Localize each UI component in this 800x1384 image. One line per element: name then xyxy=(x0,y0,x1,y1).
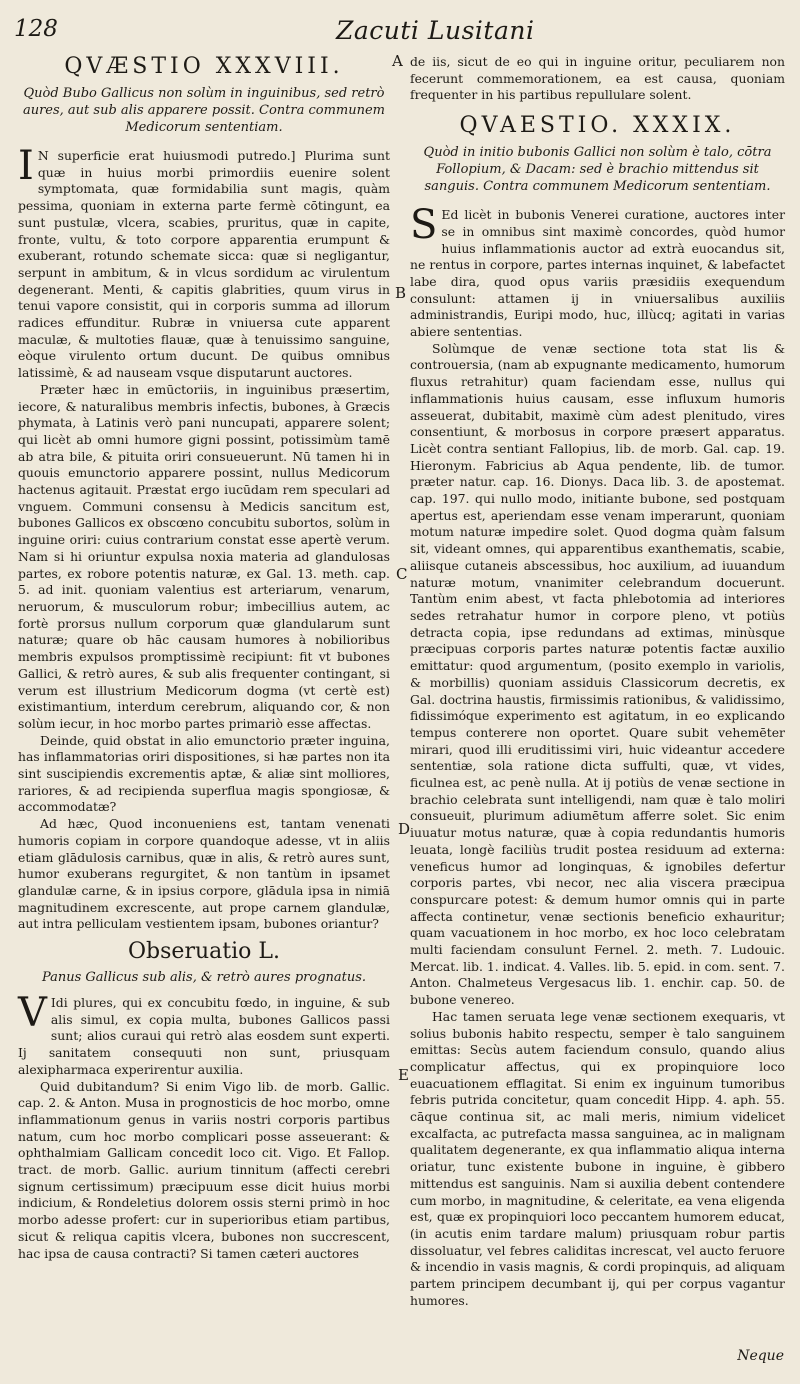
question-38-subtitle: Quòd Bubo Gallicus non solùm in inguinibus, sed retrò aures, aut sub alis apparere possit. Contra communem Medicorum sententiam. xyxy=(22,86,386,135)
catchword: Neque xyxy=(737,1348,784,1364)
question-39-heading: QVAESTIO. XXXIX. xyxy=(459,113,736,139)
right-column xyxy=(410,54,785,1310)
paragraph: Deinde, quid obstat in alio emunctorio præter inguina, has inflammatorias oriri dispositiones, si hæ partes non ita sint suscipiendis excrementis aptæ, & aliæ sint molliores, rariores, & ad recipienda superflua magis spongiosæ, & accommodatæ? xyxy=(18,732,390,815)
page-number: 128 xyxy=(14,16,58,42)
margin-marker-a: A xyxy=(392,52,403,70)
margin-marker-e: E xyxy=(398,1066,409,1084)
paragraph: Solùmque de venæ sectione tota stat lis & controuersia, (nam ab expugnante medicamento, humorum fluxus retrahitur) quam faciendam esse, nullus qui inflammationis huius causam, esse influxum humoris asseuerat, dubitabit, maximè cùm adest plenitudo, vires consentiunt, & morbosus in corpore præsert apparatus. Licèt contra sentiant Fallopius, lib. de morb. Gal. cap. 19. Hieronym. Fabricius ab Aqua pendente, lib. de tumor. præter natur. cap. 16. Dionys. Daca lib. 3. de apostemat. cap. 197. qui nullo modo, initiante bubone, sed postquam apertus est, aperiendam esse venam imperarunt, quoniam motum naturæ impedire solet. Quod dogma quàm falsum sit, videant omnes, qui apparentibus exanthematis, scabie, aliisque cutaneis abscessibus, hoc auxilium, ad iuuandum naturæ motum, vnanimiter celebrandum docuerunt. Tantùm enim abest, vt facta phlebotomia ad interiores sedes retrahatur humor in corpore pleno, vt potiùs detracta copia, ipse redundans ad extimas, minùsque præcipuas corporis partes naturæ potentis factæ auxilio emittatur: quod argumentum, (posito exemplo in variolis, & morbillis) quoniam assiduis Classicorum decretis, ex Gal. doctrina haustis, firmissimis rationibus, & validissimo, fidissimóque experimento est agitatum, in eo explicando tempus conterere non oportet. Quare subit vehemēter mirari, quod illi eruditissimi viri, huic videantur accedere sententiæ, sola ratione dicta suffulti, quæ, vt vides, ficulnea est, ac penè nulla. At ij potiùs de venæ sectione in brachio celebrata sunt intelligendi, nam quæ è talo moliri consueuit, plurimum adiumētum afferre solet. Sic enim iuuatur motus naturæ, quæ à copia redundantis humoris leuata, longè faciliùs trudit postea residuum ad externa: veneficus humor ad longinquas, & ignobiles defertur corporis partes, vbi necor, nec alia viscera præcipua conspurcare potest: & demum humor omnis qui in parte affecta continetur, venæ sectionis beneficio exhauritur; quam vacuationem in hoc morbo, ex hoc loco celebratam multi faciendam consulunt Fernel. 2. meth. 7. Ludouic. Mercat. lib. 1. indicat. 4. Valles. lib. 5. epid. in com. sent. 7. Anton. Chalmeteus Vergesacus lib. 1. enchir. cap. 50. de bubone venereo. xyxy=(410,340,785,1008)
question-39-subtitle: Quòd in initio bubonis Gallici non solùm è talo, cōtra Follopium, & Dacam: sed è brachio mittendus sit sanguis. Contra communem Medicorum sententiam. xyxy=(423,145,772,195)
observation-heading: Obseruatio L. xyxy=(128,939,280,965)
question-38-heading: QVÆSTIO XXXVIII. xyxy=(64,54,344,79)
paragraph: SEd licèt in bubonis Venerei curatione, auctores inter se in omnibus sint maximè concordes, quòd humor huius inflammationis auctor ad extrà euocandus sit, ne rentus in corpore, partes internas inquinet, & labefactet labe dira, quod opus variis præsidiis exequendum consulunt: attamen ij in vniuersalibus auxiliis administrandis, Euripi modo, huc, illùcq; agitati in varias abiere sententias. xyxy=(410,202,785,340)
running-head xyxy=(0,8,800,48)
margin-marker-b: B xyxy=(395,284,407,302)
paragraph: Quid dubitandum? Si enim Vigo lib. de morb. Gallic. cap. 2. & Anton. Musa in prognosticis de hoc morbo, omne inflammationum genus in variis nostri corporis partibus natum, cum hoc morbo complicari posse asseuerant: & ophthalmiam Gallicam concedit loco cit. Vigo. Et Fallop. tract. de morb. Gallic. aurium tinnitum (affecti cerebri signum certissimum) præcipuum esse dicit huius morbi indicium, & Rondeletius dolorem ossis sterni primò in hoc morbo adesse profert: cur in superioribus etiam partibus, sicut & reliqua capitis vlcera, bubones non succrescent, hac ipsa de causa contracti? Si tamen cæteri auctores xyxy=(18,1078,390,1261)
paragraph: Præter hæc in emūctoriis, in inguinibus præsertim, iecore, & naturalibus membris infectis, bubones, à Græcis phymata, à Latinis verò pani nuncupati, apparere solent; qui licèt ab omni humore gigni possint, potissimùm tamē ab atra bile, & pituita oriri consueuerunt. Nū tamen hi in quouis emunctorio apparere possint, nullus Medicorum hactenus agitauit. Præstat ergo iucūdam rem speculari ad vnguem. Communi consensu à Medicis sancitum est, bubones Gallicos ex obscœno concubitu subortos, solùm in inguine oriri: cuius contrarium constat esse apertè verum. Nam si hi oriuntur expulsa noxia materia ad glandulosas partes, ex robore potentis naturæ, ex Gal. 13. meth. cap. 5. ad init. quoniam valentius est arteriarum, venarum, neruorum, & musculorum robur; imbecillius autem, ac fortè prorsus nullum corporum quæ glandularum sunt naturæ; quare ob hāc causam humores à nobilioribus membris expulsos promptissimè recipiunt: fit vt bubones Gallici, & retrò aures, & sub alis frequenter contingant, si verum est illustrium Medicorum dogma (vt certè est) existimantium, interdum cerebrum, aliquando cor, & non solùm iecur, in hoc morbo partes primariò esse affectas. xyxy=(18,381,390,731)
continuation-paragraph: de iis, sicut de eo qui in inguine oritur, peculiarem non fecerunt commemorationem, ea est causa, quoniam frequenter in his partibus repullulare solent. xyxy=(410,54,785,103)
paragraph: VIdi plures, qui ex concubitu fœdo, in inguine, & sub alis simul, ex copia multa, bubones Gallicos passi sunt; alios curaui qui retrò alas eosdem sunt experti. Ij sanitatem consequuti non sunt, priusquam alexipharmaca experirentur auxilia. xyxy=(18,990,390,1077)
left-column xyxy=(18,54,390,1262)
running-title: Zacuti Lusitani xyxy=(336,16,535,45)
paragraph: Hac tamen seruata lege venæ sectionem exequaris, vt solius bubonis habito respectu, semper è talo sanguinem emittas: Secùs autem faciendum consulo, quando alius complicatur affectus, qui ex propinquiore loco euacuationem efflagitat. Si enim ex inguinum tumoribus febris putrida concitetur, quam concedit Hipp. 4. aph. 55. cāque continua sit, ac mali meris, nimium videlicet excalfacta, ac putrefacta massa sanguinea, ac in malignam qualitatem degenerante, ex qua inflammatio aliqua interna oriatur, tunc existente bubone in inguine, è gibbero mittendus est sanguinis. Nam si auxilia debent contendere cum morbo, in magnitudine, & celeritate, ea vena eligenda est, quæ ex propinquiori loco peccantem humorem educat, (in acutis enim tardare malum) priusquam robur partis dissoluatur, vel febres caliditas increscat, vel aucto feruore & incendio in vasis magnis, & cordi propinquis, ad aliquam partem principem decumbant ij, qui per corpus vagantur humores. xyxy=(410,1008,785,1308)
observation-subtitle: Panus Gallicus sub alis, & retrò aures prognatus. xyxy=(41,970,367,986)
margin-marker-d: D xyxy=(398,820,411,838)
paragraph: Ad hæc, Quod inconueniens est, tantam venenati humoris copiam in corpore quandoque adesse, vt in aliis etiam glādulosis carnibus, quæ in alis, & retrò aures sunt, humor exuberans regurgitet, & non tantùm in ipsamet glandulæ carne, & in ipsius corpore, glādula ipsa in nimiā magnitudinem excrescente, aut prope carnem glandulæ, aut intra pelliculam vestientem ipsam, bubones oriantur? xyxy=(18,816,390,932)
margin-marker-c: C xyxy=(396,565,408,583)
paragraph: IN superficie erat huiusmodi putredo.] Plurima sunt quæ in huius morbi primordiis euenire solent symptomata, quæ formidabilia sunt magis, quàm pessima, quoniam in externa parte fermè cōtingunt, ea sunt pustulæ, vlcera, scabies, pruritus, quæ in capite, fronte, vultu, & toto corpore apparentia erumpunt & exuberant, rotundo schemate sicca: quæ si negligantur, serpunt in ambitum, & in vlcus sordidum ac virulentum degenerant. Menti, & capitis glabrities, quum virus in tenui vapore consistit, qui in corporis summa ad illorum radices effunditur. Rubræ in vniuersa cute apparent maculæ, & multoties flauæ, quæ à tenuissimo sanguine, eòque virulento ortum ducunt. De quibus omnibus latissimè, & ad nauseam vsque disputarunt auctores. xyxy=(18,143,390,381)
